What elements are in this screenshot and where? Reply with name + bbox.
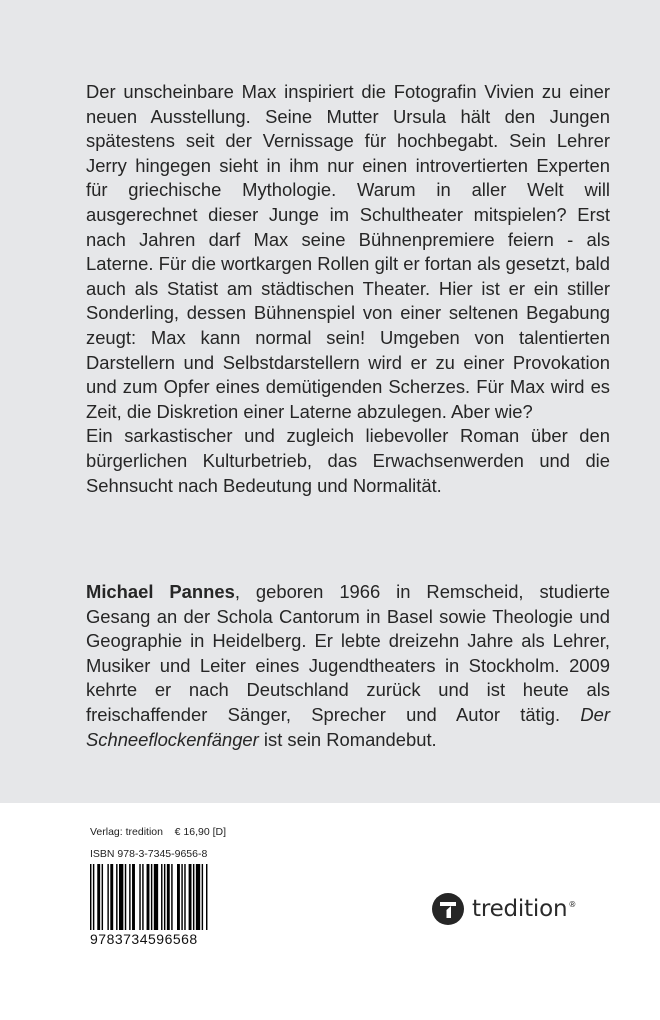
publisher-price-line: Verlag: tredition € 16,90 [D] <box>90 826 226 838</box>
author-bio <box>86 580 610 752</box>
author-bio-paragraph <box>86 580 610 752</box>
barcode-bar <box>107 864 108 930</box>
isbn-barcode <box>88 864 210 932</box>
barcode-bar <box>171 864 172 930</box>
blurb-paragraph-1: Der unscheinbare Max inspiriert die Fotografin Vivien zu einer neuen Ausstellung. Seine Mutter Ursula hält den Jungen spätestens seit der Vernissage für hochbegabt. Sein Lehrer Jerry hingegen sieht in ihm nur einen introvertierten Experten für griechische Mythologie. Warum in aller Welt will ausgerechnet dieser Junge im Schultheater mitspielen? Erst nach Jahren darf Max seine Bühnenpremiere feiern - als Laterne. Für die wortkargen Rollen gilt er fortan als gesetzt, bald auch als Statist am städtischen Theater. Hier ist er ein stiller Sonderling, dessen Bühnenspiel von einer seltenen Begabung zeugt: Max kann normal sein! Umgeben von talentierten Darstellern und Selbstdarstellern wird er zu einer Provokation und zum Opfer eines demütigenden Scherzes. Für Max wird es Zeit, die Diskretion einer Laterne abzulegen. Aber wie? <box>86 81 610 422</box>
barcode-bar <box>90 864 91 930</box>
barcode-bar <box>151 864 152 930</box>
barcode-bar <box>119 864 123 930</box>
barcode-bar <box>206 864 207 930</box>
logo-name: tredition <box>472 896 568 922</box>
barcode-bar <box>139 864 140 930</box>
barcode-bar <box>189 864 192 930</box>
barcode-bar <box>154 864 158 930</box>
barcode-bar <box>181 864 182 930</box>
barcode-bar <box>142 864 143 930</box>
barcode-bar <box>202 864 203 930</box>
barcode-bar <box>102 864 103 930</box>
author-name: Michael Pannes <box>86 581 235 602</box>
tredition-logo-icon <box>432 893 464 925</box>
barcode-bar <box>164 864 165 930</box>
registered-mark: ® <box>568 900 577 910</box>
barcode-bar <box>125 864 126 930</box>
tredition-wordmark <box>472 896 576 922</box>
barcode-bar <box>97 864 100 930</box>
barcode-number: 9783734596568 <box>90 931 198 947</box>
barcode-bar <box>132 864 135 930</box>
barcode-bar <box>93 864 94 930</box>
book-title: Der Schneeflockenfänger <box>86 703 610 750</box>
barcode-bar <box>184 864 185 930</box>
isbn-line: ISBN 978-3-7345-9656-8 <box>90 848 208 860</box>
barcode-bar <box>193 864 194 930</box>
barcode-bar <box>147 864 150 930</box>
book-blurb <box>86 80 610 498</box>
barcode-bar <box>116 864 117 930</box>
barcode-bar <box>161 864 162 930</box>
blurb-paragraph-2: Ein sarkastischer und zugleich liebevoller Roman über den bürgerlichen Kulturbetrieb, das Erwachsenwerden und die Sehnsucht nach Bedeutung und Normalität. <box>86 425 610 496</box>
barcode-bar <box>196 864 200 930</box>
author-bio-text-end: ist sein Romandebut. <box>258 728 437 750</box>
barcode-bar <box>167 864 170 930</box>
barcode-bar <box>177 864 180 930</box>
barcode-bar <box>129 864 130 930</box>
barcode-bar <box>110 864 113 930</box>
publisher-logo <box>432 892 576 926</box>
author-bio-text: , geboren 1966 in Remscheid, studierte Gesang an der Schola Cantorum in Basel sowie Theologie und Geographie in Heidelberg. Er lebte dreizehn Jahre als Lehrer, Musiker und Leiter eines Jugendtheaters in Stockholm. 2009 kehrte er nach Deutschland zurück und ist heute als freischaffender Sänger, Sprecher und Autor tätig. <box>86 581 611 725</box>
